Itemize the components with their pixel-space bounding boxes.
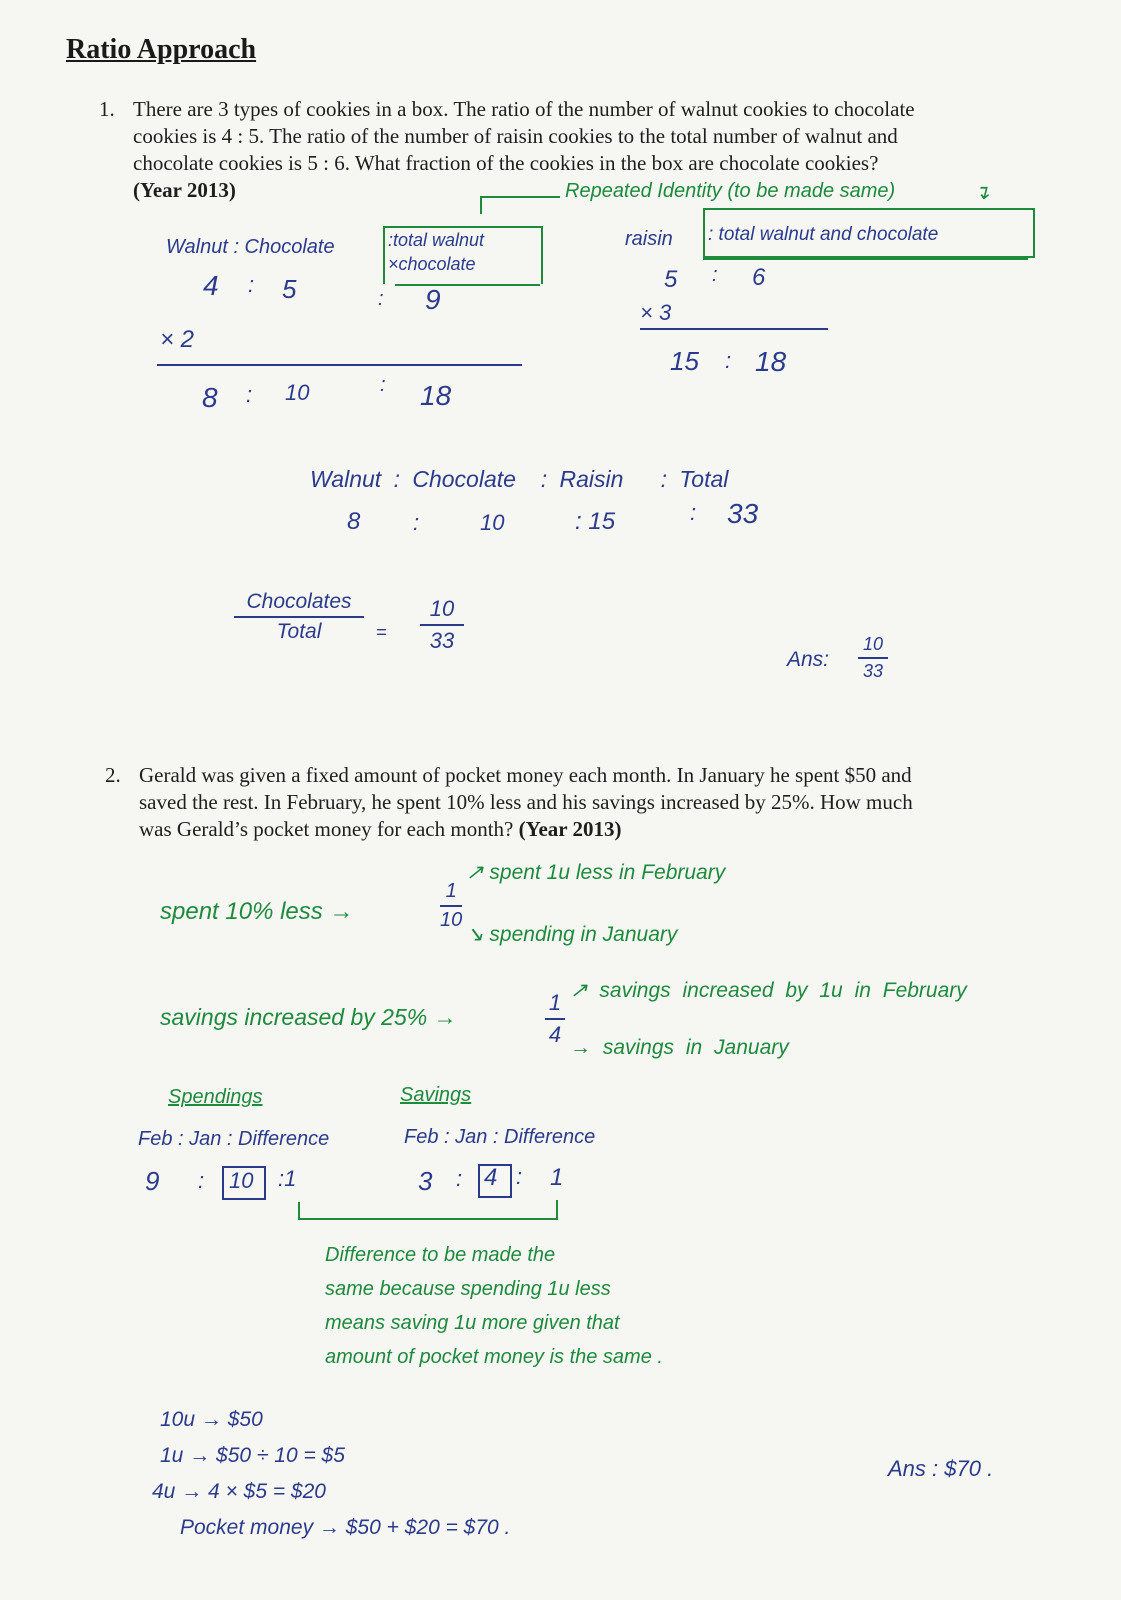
fraction-1-10 [440,880,462,932]
page-title: Ratio Approach [66,34,257,65]
calc-line: 4u → 4 × $5 = $20 [152,1480,326,1503]
header-walnut: Walnut [310,466,382,492]
combined-ratio-header [310,466,728,493]
ratio-4: 4 [203,270,219,301]
calc-line: 10u → $50 [160,1408,263,1431]
spendings-feb: 9 [145,1166,160,1196]
savings-feb: 3 [418,1166,433,1196]
numerator-label: Chocolates [246,590,352,613]
explanation-line: same because spending 1u less [325,1278,611,1300]
spendings-header: Feb : Jan : Difference [138,1128,330,1150]
question-number: 1. [99,97,115,121]
ratio-5: 5 [282,274,297,304]
savings-note-top: ↗ savings increased by 1u in February [570,979,967,1002]
ratio-colon: : [725,348,732,373]
ratio-8: 8 [202,382,218,413]
explanation-line: Difference to be made the [325,1244,556,1266]
ratio-colon: : [378,288,384,310]
chocolates-total-fraction [234,590,364,644]
numerator: 10 [429,596,455,621]
box-line: :total walnut [388,230,485,250]
arrow-line [480,196,560,198]
fraction-1-4 [545,990,565,1048]
answer-label: Ans: [787,648,830,671]
value-walnut: 8 [347,508,361,535]
ratio-15: 15 [670,346,699,376]
savings-header: Feb : Jan : Difference [404,1126,596,1148]
savings-note-bottom: → savings in January [570,1036,789,1059]
value: 15 [588,508,616,535]
total-walnut-chocolate-label [388,228,484,276]
colon: : [660,466,667,492]
savings-heading: Savings [400,1084,472,1106]
ratio-6: 6 [752,264,766,291]
denominator: 33 [429,628,455,653]
denominator: 33 [862,661,884,681]
ratio-colon: : [248,272,255,297]
answer: Ans : $70 . [888,1456,994,1481]
spendings-diff [278,1166,296,1192]
colon: : [198,1168,205,1193]
colon: : [575,508,582,535]
denominator: 4 [548,1022,562,1047]
raisin-label: raisin [625,228,673,250]
bracket-right [556,1200,558,1220]
box-line: ×chocolate [388,254,476,274]
value-chocolate: 10 [480,510,505,535]
question-line: There are 3 types of cookies in a box. The ratio of the number of walnut cookies to chocolate [133,97,915,121]
value-total: 33 [727,498,759,529]
ratio-colon: : [712,264,718,286]
answer-fraction [858,634,888,682]
total-walnut-chocolate-label: : total walnut and chocolate [708,224,939,245]
header-raisin: Raisin [559,466,624,492]
explanation-line: means saving 1u more given that [325,1312,620,1334]
spendings-heading: Spendings [168,1086,263,1108]
question-year: (Year 2013) [518,817,622,841]
question-line: Gerald was given a fixed amount of pocket money each month. In January he spent $50 and [139,763,912,787]
question-line: chocolate cookies is 5 : 6. What fraction of the cookies in the box are chocolate cookies? [133,151,879,175]
divider-line [157,364,522,366]
equals-sign: = [376,622,387,642]
question-number: 2. [105,763,121,787]
underline [395,284,540,286]
numerator: 1 [445,880,457,902]
ratio-colon: : [246,382,253,407]
explanation-note [325,1238,663,1374]
bracket-left [298,1202,300,1220]
arrow-down-icon: ↴ [973,182,990,204]
colon: : [456,1166,463,1191]
colon: : [393,466,400,492]
savings-increased-line: savings increased by 25% → [160,1004,457,1030]
multiplier-x3: × 3 [640,300,672,325]
colon: : [540,466,548,492]
numerator: 1 [548,990,562,1015]
divider-line [640,328,828,330]
denominator: 10 [440,909,463,931]
ratio-5: 5 [664,266,678,293]
value-raisin [575,508,615,536]
spent-less-line: spent 10% less → [160,898,354,925]
calculation [152,1402,511,1546]
question-year: (Year 2013) [133,178,236,202]
numerator: 10 [862,634,884,654]
question-2 [105,762,913,843]
question-line: cookies is 4 : 5. The ratio of the number of raisin cookies to the total number of walnut and [133,124,898,148]
fraction-10-33 [420,596,464,654]
ratio-10: 10 [285,380,310,405]
spendings-jan: 10 [229,1168,254,1193]
header-chocolate: Chocolate [412,466,516,492]
multiplier-x2: × 2 [160,326,195,353]
savings-jan: 4 [484,1164,498,1191]
colon: : [278,1166,285,1191]
question-line: saved the rest. In February, he spent 10% less and his savings increased by 25%. How much [139,790,913,814]
ratio-18: 18 [755,346,787,377]
bracket-line [298,1218,558,1220]
colon: : [690,500,697,525]
colon: : [516,1164,523,1189]
savings-diff: 1 [550,1164,564,1191]
denominator-label: Total [276,620,322,643]
spent-note-top: ↗ spent 1u less in February [466,861,726,884]
repeated-identity-note: Repeated Identity (to be made same) [565,180,896,202]
calc-line: Pocket money → $50 + $20 = $70 . [180,1516,511,1539]
value: 1 [284,1166,297,1191]
calc-line: 1u → $50 ÷ 10 = $5 [160,1444,345,1467]
ratio-colon: : [380,374,386,396]
question-line: was Gerald’s pocket money for each month? [139,817,514,841]
spent-note-bottom: ↘ spending in January [466,923,678,946]
explanation-line: amount of pocket money is the same . [325,1346,663,1368]
underline [703,258,1028,260]
colon: : [413,510,420,535]
ratio-9: 9 [425,284,441,315]
ratio-18: 18 [420,380,452,411]
walnut-chocolate-label: Walnut : Chocolate [166,236,335,258]
header-total: Total [679,466,729,492]
arrow-line [480,196,482,214]
